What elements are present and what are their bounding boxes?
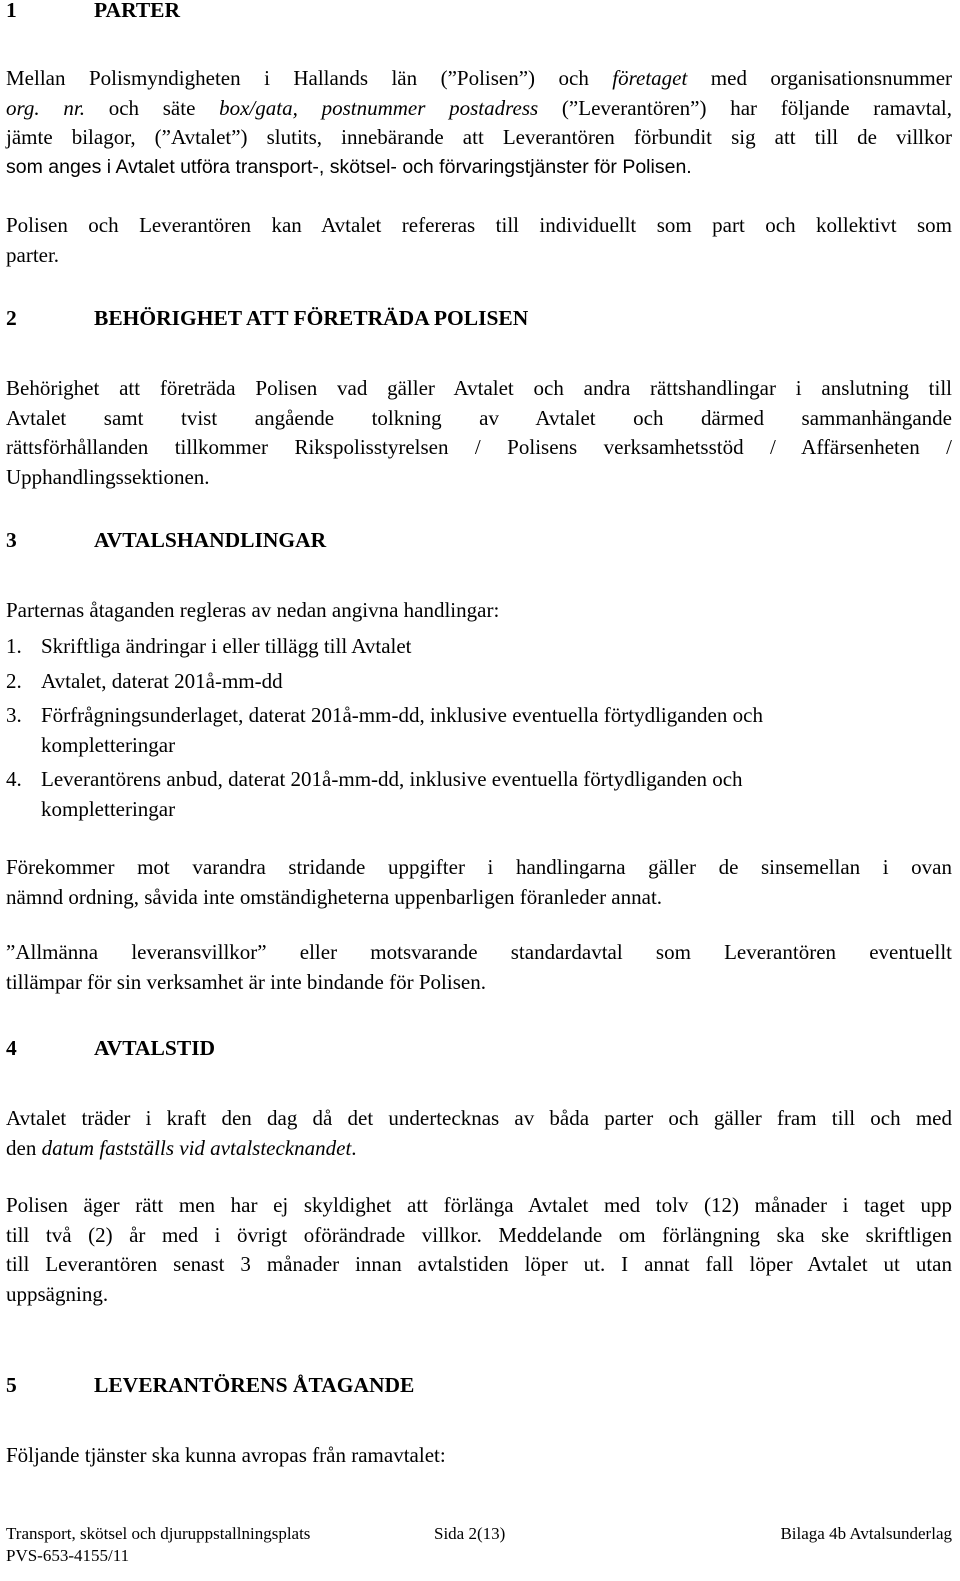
list-item [6, 667, 952, 697]
list-text: kompletteringar [41, 796, 176, 821]
text-line: Följande tjänster ska kunna avropas från ramavtalet: [6, 1443, 446, 1467]
standard-terms-paragraph [6, 938, 952, 997]
list-text: kompletteringar [41, 732, 176, 757]
text-line: Upphandlingssektionen. [6, 464, 210, 489]
text-line [6, 94, 952, 124]
section-number: 5 [6, 1373, 17, 1397]
text-span: och säte [84, 95, 220, 120]
authority-paragraph [6, 374, 952, 492]
placeholder-company: företaget [612, 66, 688, 90]
text-line: Avtalet samt tvist angående tolkning av Avtalet och därmed sammanhängande [6, 405, 952, 430]
text-line: som anges i Avtalet utföra transport-, skötsel- och förvaringstjänster för Polisen. [6, 155, 692, 178]
footer-page-number: Sida 2(13) [434, 1524, 506, 1543]
list-number: 3. [6, 703, 22, 727]
placeholder-date: datum fastställs vid avtalstecknandet [41, 1135, 352, 1160]
list-text: Leverantörens anbud, daterat 201å-mm-dd, inklusive eventuella förtydliganden och [41, 767, 743, 791]
placeholder-org-nr: org. nr. [6, 95, 85, 120]
footer-document-title: Transport, skötsel och djuruppstallningsplats [6, 1524, 311, 1543]
section-title: AVTALSTID [94, 1036, 216, 1060]
list-number: 4. [6, 767, 22, 791]
section-1-heading [6, 0, 180, 23]
parties-paragraph-2 [6, 211, 952, 270]
list-number: 2. [6, 668, 22, 693]
section-title: AVTALSHANDLINGAR [94, 528, 327, 552]
text-line: uppsägning. [6, 1281, 109, 1306]
list-text: Förfrågningsunderlaget, daterat 201å-mm-dd, inklusive eventuella förtydliganden och [41, 703, 763, 727]
text-line: nämnd ordning, såvida inte omständigheterna uppenbarligen föranleder annat. [6, 884, 663, 909]
placeholder-address: box/gata, postnummer postadress [219, 95, 539, 120]
text-line: tillämpar för sin verksamhet är inte bindande för Polisen. [6, 969, 486, 994]
list-item [6, 632, 952, 662]
extension-paragraph [6, 1191, 952, 1309]
text-line: parter. [6, 242, 60, 267]
text-line: ”Allmänna leveransvillkor” eller motsvarande standardavtal som Leverantören eventuellt [6, 940, 952, 964]
footer-reference-number: PVS-653-4155/11 [6, 1546, 130, 1565]
section-4-heading [6, 1036, 215, 1061]
section-2-heading [6, 306, 528, 331]
text-line: Förekommer mot varandra stridande uppgifter i handlingarna gäller de sinsemellan i ovan [6, 855, 952, 879]
text-span: med organisationsnummer [687, 66, 953, 90]
text-span: . [351, 1135, 357, 1160]
list-number: 1. [6, 634, 22, 658]
documents-intro [6, 596, 952, 626]
list-text: Avtalet, daterat 201å-mm-dd [41, 668, 283, 693]
section-3-heading [6, 528, 326, 553]
list-text: Skriftliga ändringar i eller tillägg till Avtalet [41, 634, 412, 658]
section-number: 3 [6, 528, 17, 552]
footer-attachment-label: Bilaga 4b Avtalsunderlag [780, 1524, 952, 1543]
section-title: PARTER [94, 0, 181, 22]
text-span: Mellan Polismyndigheten i Hallands län (”Polisen”) och [6, 66, 613, 90]
text-line [6, 64, 952, 94]
text-line: Polisen och Leverantören kan Avtalet refereras till individuellt som part och kollektivt som [6, 213, 952, 237]
text-line: till två (2) år med i övrigt oförändrade villkor. Meddelande om förlängning ska ske skriftligen [6, 1222, 952, 1247]
text-span: den [6, 1135, 42, 1160]
text-line: Parternas åtaganden regleras av nedan angivna handlingar: [6, 598, 500, 622]
list-item [6, 701, 952, 760]
text-line: rättsförhållanden tillkommer Rikspolisstyrelsen / Polisens verksamhetsstöd / Affärsenheten / [6, 435, 952, 459]
term-paragraph [6, 1104, 952, 1163]
section-title: BEHÖRIGHET ATT FÖRETRÄDA POLISEN [94, 306, 529, 330]
text-line [6, 1134, 952, 1164]
text-line: till Leverantören senast 3 månader innan avtalstiden löper ut. I annat fall löper Avtalet ut utan [6, 1252, 952, 1276]
text-line: Polisen äger rätt men har ej skyldighet att förlänga Avtalet med tolv (12) månader i taget upp [6, 1193, 952, 1217]
text-line: jämte bilagor, (”Avtalet”) slutits, innebärande att Leverantören förbundit sig att till de villkor [6, 125, 952, 149]
section-5-heading [6, 1373, 414, 1398]
section-number: 2 [6, 306, 17, 330]
section-title: LEVERANTÖRENS ÅTAGANDE [94, 1373, 415, 1397]
list-item [6, 765, 952, 824]
section-number: 4 [6, 1036, 17, 1060]
text-line: Behörighet att företräda Polisen vad gäller Avtalet och andra rättshandlingar i anslutning till [6, 376, 952, 400]
services-intro [6, 1441, 952, 1471]
section-number: 1 [6, 0, 17, 22]
documents-list [6, 632, 952, 824]
text-line: Avtalet träder i kraft den dag då det undertecknas av båda parter och gäller fram till och med [6, 1106, 952, 1130]
precedence-paragraph [6, 853, 952, 912]
parties-paragraph [6, 64, 952, 182]
text-span: (”Leverantören”) har följande ramavtal, [538, 95, 952, 120]
